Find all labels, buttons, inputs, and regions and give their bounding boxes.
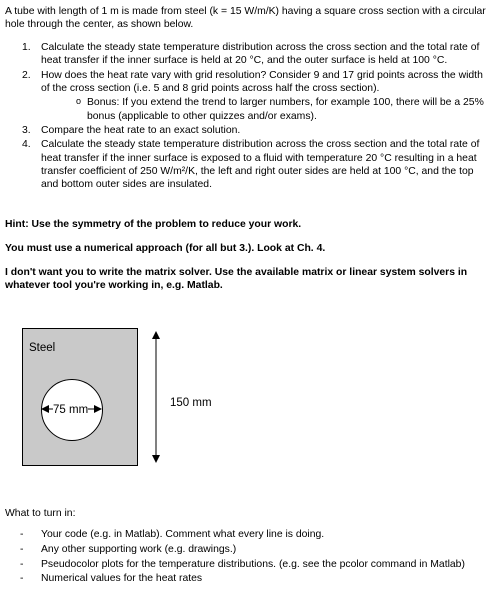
problem-intro: A tube with length of 1 m is made from steel (k = 15 W/m/K) having a square cross section with a circular hole through the center, as shown below. (5, 6, 486, 31)
question-text: How does the heat rate vary with grid resolution? Consider 9 and 17 grid points across the width of the cross section (i.e. 5 and 8 grid points across half the cross section). (41, 69, 483, 94)
symmetry-hint: Hint: Use the symmetry of the problem to reduce your work. (5, 219, 302, 230)
question-number: 4. (22, 139, 31, 151)
turn-in-text: Any other supporting work (e.g. drawings.) (41, 543, 237, 555)
turn-in-title: What to turn in: (5, 508, 76, 519)
dash-bullet-icon: - (20, 529, 24, 540)
dash-bullet-icon: - (20, 558, 24, 570)
side-length-label: 150 mm (170, 397, 212, 409)
circle-bullet-icon: o (76, 96, 82, 107)
material-label: Steel (29, 342, 56, 354)
matrix-solver-note: I don't want you to write the matrix solver. Use the available matrix or linear system solvers in whatever tool you're working in, e.g. Matlab. (5, 267, 468, 292)
turn-in-text: Your code (e.g. in Matlab). Comment what every line is doing. (41, 529, 325, 540)
numerical-approach-note: You must use a numerical approach (for all but 3.). Look at Ch. 4. (5, 243, 326, 254)
question-text: Calculate the steady state temperature distribution across the cross section and the total rate of heat transfer if the inner surface is exposed to a fluid with temperature 20 °C resulting in a heat transfer coefficient of 250 W/m²/K, the left and right outer sides are held at 100 °C, and the top and bottom outer sides are insulated. (41, 139, 480, 191)
turn-in-list (20, 528, 480, 587)
dash-bullet-icon: - (20, 573, 24, 585)
question-number: 2. (22, 69, 31, 81)
question-text: Compare the heat rate to an exact solution. (41, 124, 241, 136)
turn-in-item (20, 558, 480, 571)
hole-diameter-label: 75 mm (53, 404, 89, 416)
turn-in-text: Pseudocolor plots for the temperature distributions. (e.g. see the pcolor command in Matlab) (41, 558, 465, 570)
turn-in-item (20, 543, 480, 556)
dash-bullet-icon: - (20, 543, 24, 555)
question-number: 3. (22, 124, 31, 136)
bonus-text: Bonus: If you extend the trend to larger numbers, for example 100, there will be a 25% bonus (applicable to other quizzes and/or exams). (87, 97, 484, 122)
turn-in-item (20, 572, 480, 585)
question-number: 1. (22, 42, 31, 53)
question-text: Calculate the steady state temperature distribution across the cross section and the total rate of heat transfer if the inner surface is held at 20 °C, and the outer surface is held at 100 °C. (41, 42, 480, 67)
turn-in-text: Numerical values for the heat rates (41, 573, 203, 585)
turn-in-item (20, 528, 480, 541)
